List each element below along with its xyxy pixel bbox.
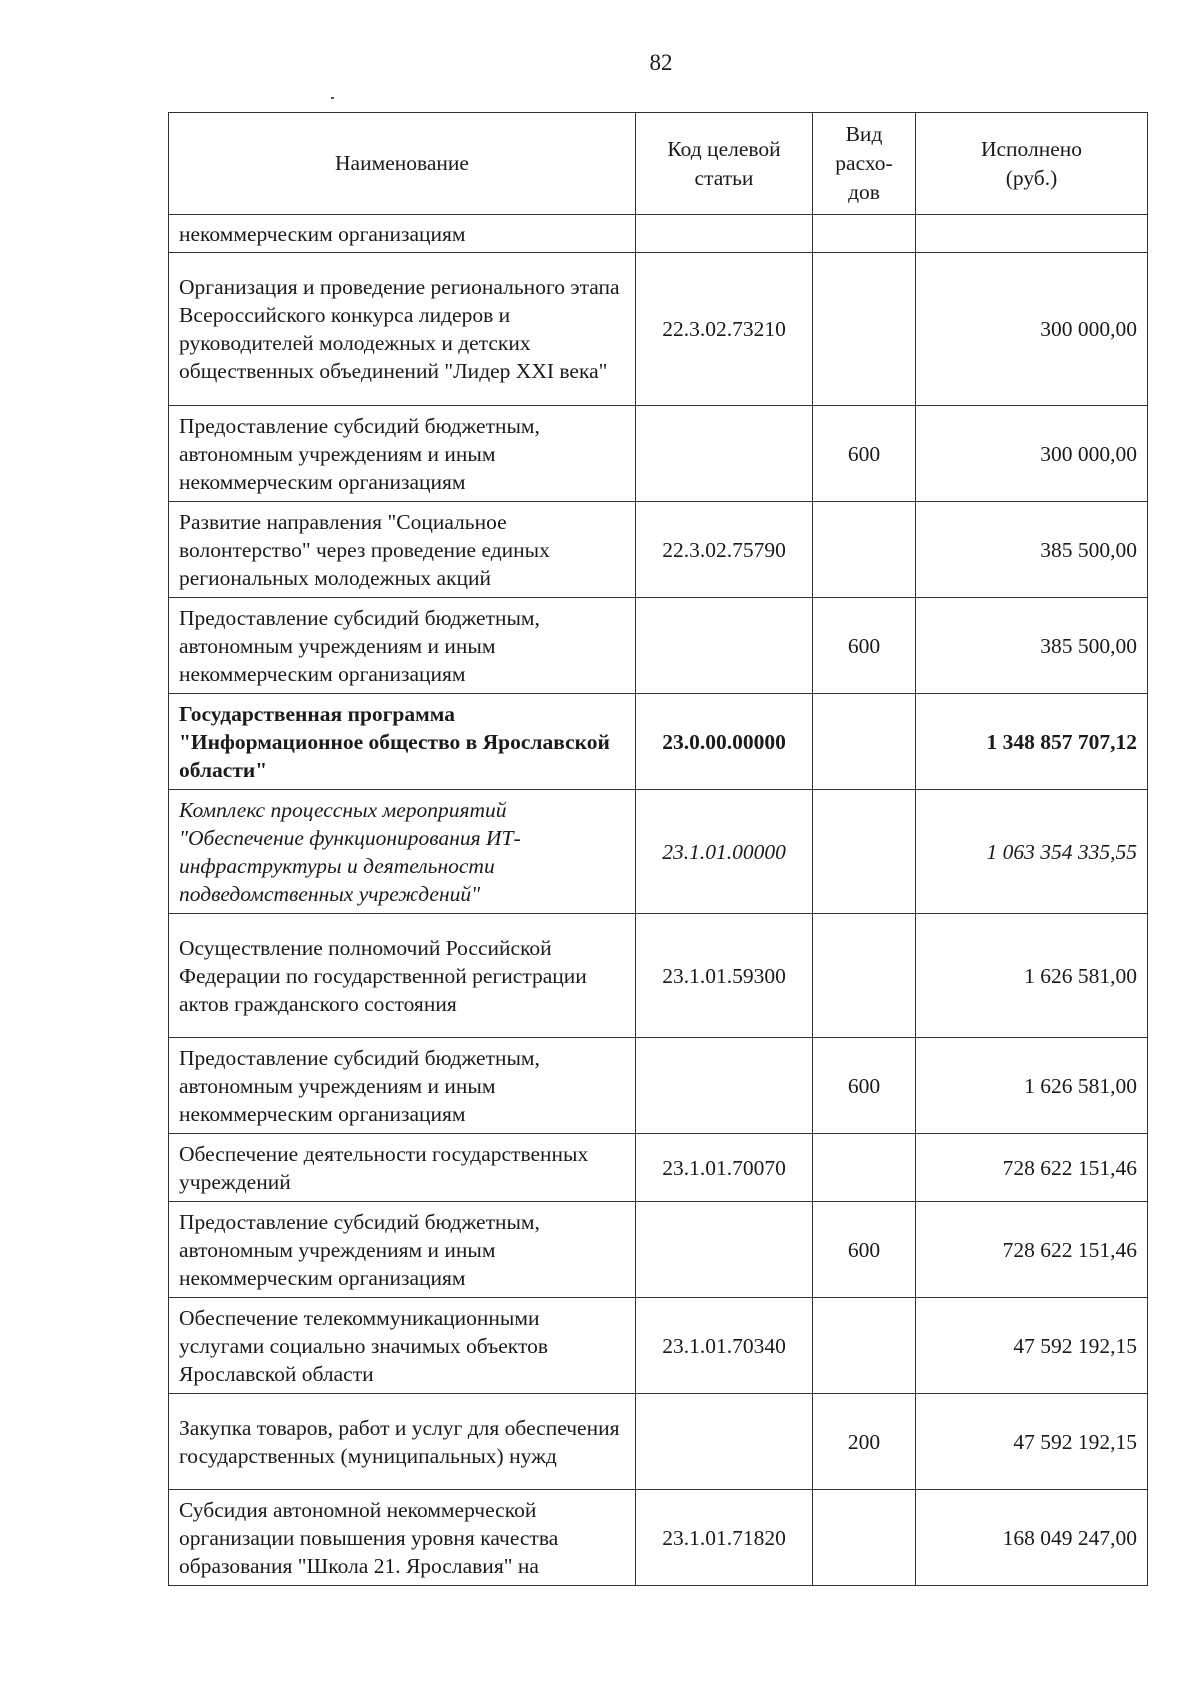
row-code: 22.3.02.75790: [636, 502, 813, 598]
row-sum: 1 626 581,00: [916, 914, 1148, 1038]
row-name: Обеспечение телекоммуникационными услугами социально значимых объектов Ярославской области: [169, 1298, 636, 1394]
table-row: [169, 215, 1148, 253]
row-kind: 600: [813, 406, 916, 502]
header-code: Код целевой статьи: [636, 113, 813, 215]
table-row: [169, 914, 1148, 1038]
row-code: 23.1.01.59300: [636, 914, 813, 1038]
table-row: [169, 1038, 1148, 1134]
row-name: Предоставление субсидий бюджетным, автономным учреждениям и иным некоммерческим организациям: [169, 598, 636, 694]
row-name: Организация и проведение регионального этапа Всероссийского конкурса лидеров и руководителей молодежных и детских общественных объединений "Лидер XXI века": [169, 253, 636, 406]
row-code: [636, 1038, 813, 1134]
row-name: Обеспечение деятельности государственных учреждений: [169, 1134, 636, 1202]
row-name: Осуществление полномочий Российской Федерации по государственной регистрации актов гражданского состояния: [169, 914, 636, 1038]
table-row: [169, 406, 1148, 502]
row-sum: 47 592 192,15: [916, 1394, 1148, 1490]
row-kind: 600: [813, 598, 916, 694]
row-code: [636, 1394, 813, 1490]
row-sum: 300 000,00: [916, 253, 1148, 406]
table-row: [169, 1298, 1148, 1394]
row-name: Закупка товаров, работ и услуг для обеспечения государственных (муниципальных) нужд: [169, 1394, 636, 1490]
row-sum: 385 500,00: [916, 502, 1148, 598]
row-name: Субсидия автономной некоммерческой организации повышения уровня качества образования "Школа 21. Ярославия" на: [169, 1490, 636, 1586]
row-sum: 1 063 354 335,55: [916, 790, 1148, 914]
row-name: Предоставление субсидий бюджетным, автономным учреждениям и иным некоммерческим организациям: [169, 1202, 636, 1298]
table-row: [169, 790, 1148, 914]
row-kind: [813, 1490, 916, 1586]
table-row: [169, 253, 1148, 406]
table-row: [169, 694, 1148, 790]
row-sum: 1 626 581,00: [916, 1038, 1148, 1134]
row-kind: [813, 1134, 916, 1202]
row-sum: 300 000,00: [916, 406, 1148, 502]
row-name: Государственная программа "Информационное общество в Ярославской области": [169, 694, 636, 790]
row-sum: 1 348 857 707,12: [916, 694, 1148, 790]
row-code: 23.1.01.71820: [636, 1490, 813, 1586]
row-name: Предоставление субсидий бюджетным, автономным учреждениям и иным некоммерческим организациям: [169, 1038, 636, 1134]
table-row: [169, 1202, 1148, 1298]
row-kind: 600: [813, 1202, 916, 1298]
row-kind: [813, 1298, 916, 1394]
header-kind: Вид расхо- дов: [813, 113, 916, 215]
row-code: [636, 598, 813, 694]
row-code: 23.1.01.70070: [636, 1134, 813, 1202]
row-sum: 47 592 192,15: [916, 1298, 1148, 1394]
table-header-row: [169, 113, 1148, 215]
table-row: [169, 598, 1148, 694]
row-name: некоммерческим организациям: [169, 215, 636, 253]
table-row: [169, 1134, 1148, 1202]
budget-execution-table: [168, 112, 1148, 1586]
row-kind: [813, 914, 916, 1038]
row-code: [636, 215, 813, 253]
row-sum: 728 622 151,46: [916, 1202, 1148, 1298]
row-name: Комплекс процессных мероприятий "Обеспечение функционирования ИТ-инфраструктуры и деятельности подведомственных учреждений": [169, 790, 636, 914]
row-code: 23.0.00.00000: [636, 694, 813, 790]
row-sum: 728 622 151,46: [916, 1134, 1148, 1202]
row-kind: [813, 253, 916, 406]
row-kind: [813, 694, 916, 790]
row-kind: [813, 215, 916, 253]
row-sum: [916, 215, 1148, 253]
row-code: 23.1.01.70340: [636, 1298, 813, 1394]
row-name: Предоставление субсидий бюджетным, автономным учреждениям и иным некоммерческим организациям: [169, 406, 636, 502]
row-kind: 600: [813, 1038, 916, 1134]
table-row: [169, 1490, 1148, 1586]
row-code: 23.1.01.00000: [636, 790, 813, 914]
row-sum: 168 049 247,00: [916, 1490, 1148, 1586]
row-code: 22.3.02.73210: [636, 253, 813, 406]
row-code: [636, 1202, 813, 1298]
row-sum: 385 500,00: [916, 598, 1148, 694]
table-row: [169, 1394, 1148, 1490]
header-name: Наименование: [169, 113, 636, 215]
row-kind: [813, 790, 916, 914]
row-name: Развитие направления "Социальное волонтерство" через проведение единых региональных молодежных акций: [169, 502, 636, 598]
page-number: 82: [649, 50, 673, 75]
header-sum: Исполнено (руб.): [916, 113, 1148, 215]
row-kind: 200: [813, 1394, 916, 1490]
table-row: [169, 502, 1148, 598]
scan-speck: [331, 97, 334, 99]
row-code: [636, 406, 813, 502]
row-kind: [813, 502, 916, 598]
